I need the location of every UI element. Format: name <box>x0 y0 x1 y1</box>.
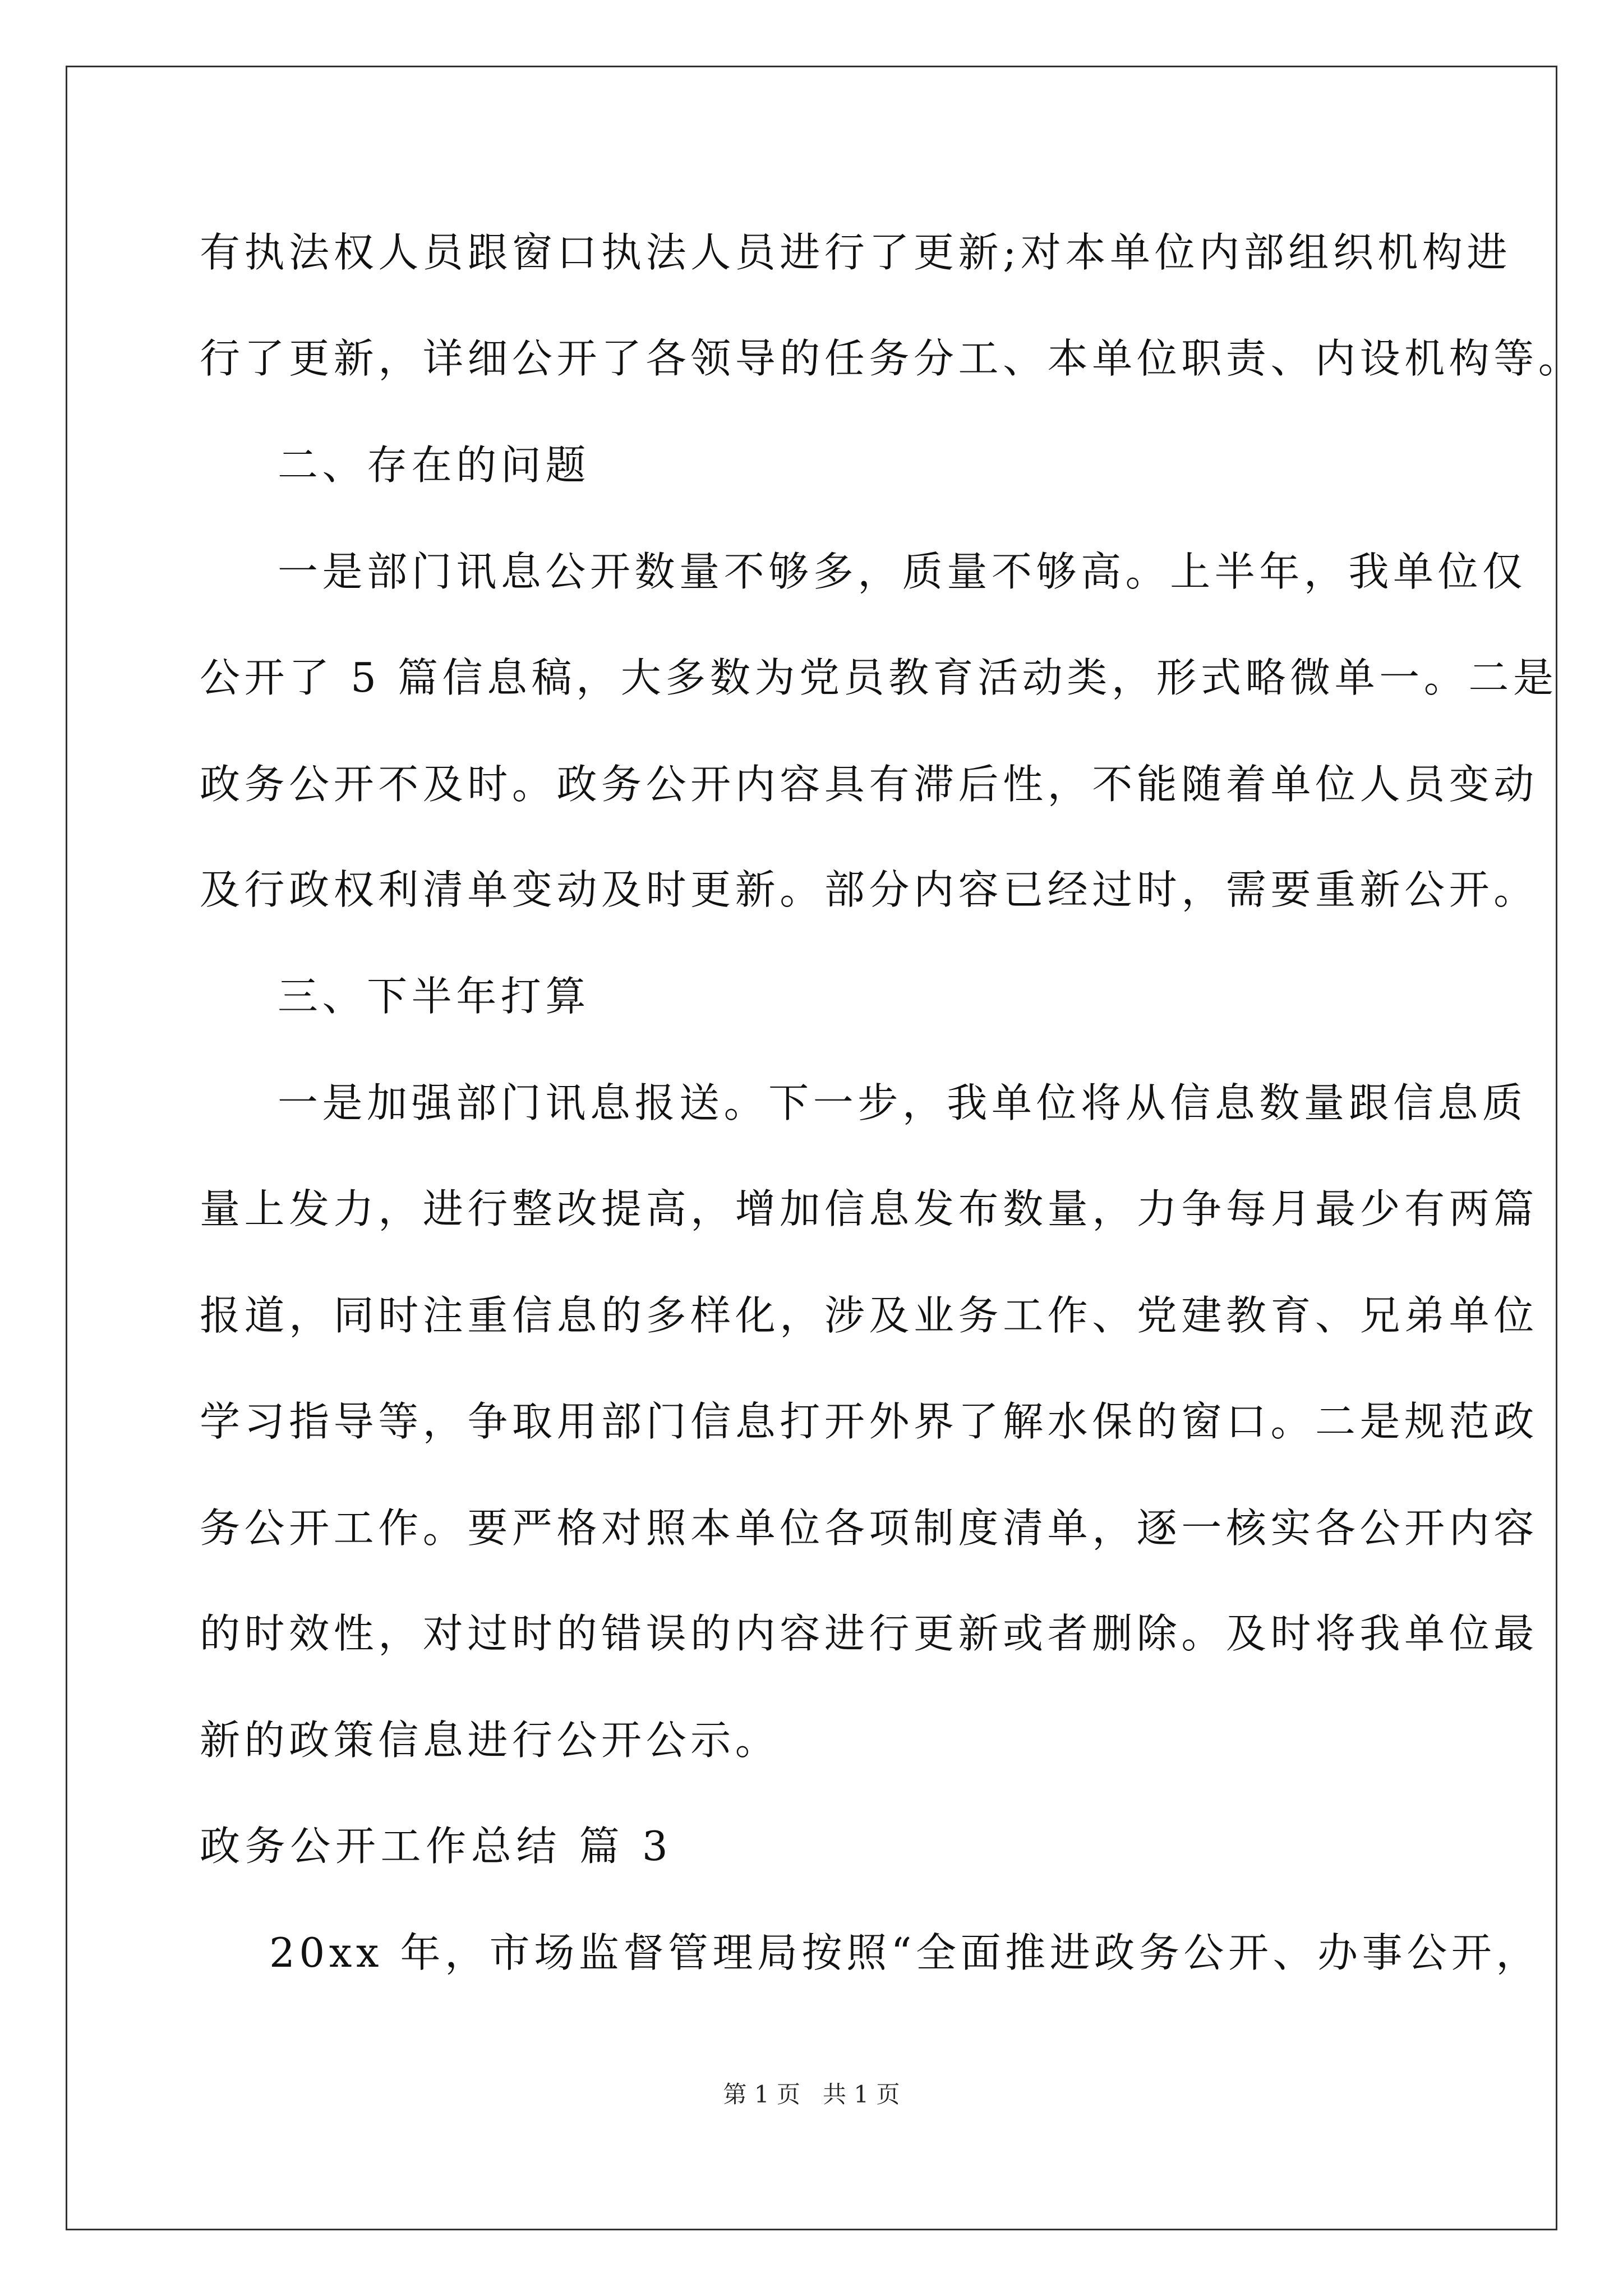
article-title: 政务公开工作总结 篇 3 <box>200 1823 673 1870</box>
paragraph-start-line: 20xx 年，市场监督管理局按照“全面推进政务公开、办事公开， <box>269 1929 1541 1976</box>
section-heading: 三、下半年打算 <box>278 973 590 1020</box>
body-text-line: 量上发力，进行整改提高，增加信息发布数量，力争每月最少有两篇 <box>200 1185 1538 1232</box>
body-text-line: 政务公开不及时。政务公开内容具有滞后性，不能随着单位人员变动 <box>200 761 1538 808</box>
body-text-line: 务公开工作。要严格对照本单位各项制度清单，逐一核实各公开内容 <box>200 1504 1538 1552</box>
body-text-line: 及行政权利清单变动及时更新。部分内容已经过时，需要重新公开。 <box>200 866 1538 913</box>
page-border <box>66 66 1557 2230</box>
body-text-line: 行了更新，详细公开了各领导的任务分工、本单位职责、内设机构等。 <box>200 335 1583 382</box>
paragraph-start-line: 一是加强部门讯息报送。下一步，我单位将从信息数量跟信息质 <box>278 1079 1527 1126</box>
body-text-line: 新的政策信息进行公开公示。 <box>200 1717 780 1764</box>
body-text-line: 有执法权人员跟窗口执法人员进行了更新;对本单位内部组织机构进 <box>200 229 1512 276</box>
body-text-line: 学习指导等，争取用部门信息打开外界了解水保的窗口。二是规范政 <box>200 1398 1538 1445</box>
page-footer: 第 1 页 共 1 页 <box>723 2081 900 2108</box>
paragraph-start-line: 一是部门讯息公开数量不够多，质量不够高。上半年，我单位仅 <box>278 548 1527 595</box>
body-text-line: 公开了 5 篇信息稿，大多数为党员教育活动类，形式略微单一。二是 <box>200 654 1558 701</box>
section-heading: 二、存在的问题 <box>278 441 590 489</box>
body-text-line: 的时效性，对过时的错误的内容进行更新或者删除。及时将我单位最 <box>200 1610 1538 1657</box>
body-text-line: 报道，同时注重信息的多样化，涉及业务工作、党建教育、兄弟单位 <box>200 1292 1538 1339</box>
